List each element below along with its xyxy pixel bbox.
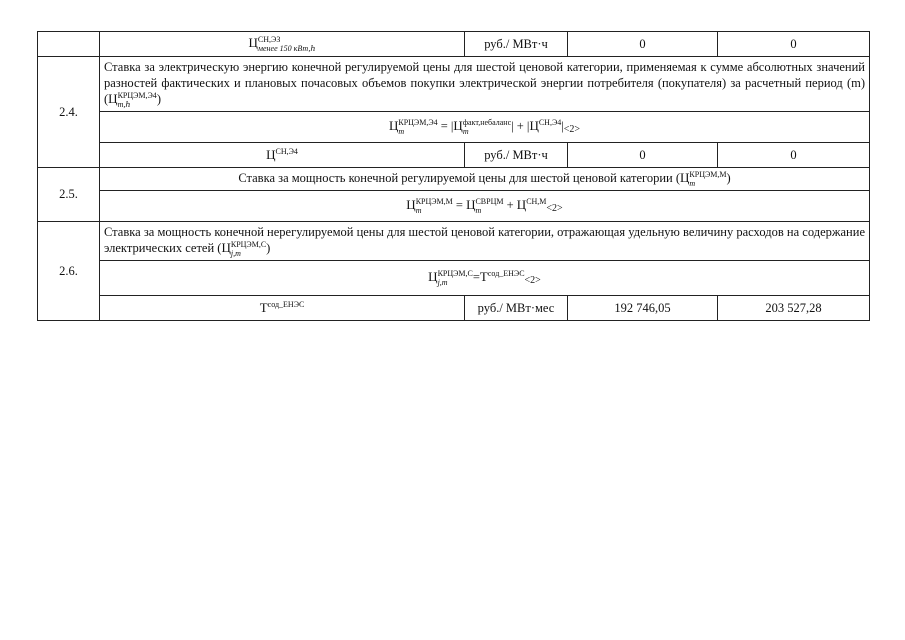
formula-symbol: Ц: [388, 118, 399, 134]
row-description: [100, 222, 870, 261]
row-number: 2.4.: [38, 57, 100, 168]
symbol: Ц: [248, 34, 258, 50]
formula-op: +: [503, 198, 517, 213]
value-cell: 192 746,05: [568, 296, 718, 321]
tariff-table: [37, 31, 870, 321]
table-row: [38, 57, 870, 112]
desc-close: ): [726, 171, 731, 186]
formula-sub: m: [462, 127, 469, 137]
value-cell: 0: [568, 143, 718, 168]
desc-symbol: Ц: [680, 170, 690, 186]
desc-close: ): [266, 241, 271, 256]
footnote-ref: <2>: [563, 124, 581, 136]
table-row: [38, 168, 870, 191]
symbol-sup: СН,Э4: [275, 146, 298, 156]
formula-sup: КРЦЭМ,Э4: [398, 118, 438, 128]
formula-op: = |: [437, 119, 454, 134]
desc-sup: КРЦЭМ,Э4: [117, 91, 157, 101]
symbol-sub: менее 150 кВт,ℎ: [257, 44, 316, 54]
description-text: Ставка за мощность конечной нерегулируемой цены для шестой ценовой категории, отражающая удельную величину расходов на содержание электрических сетей (: [104, 225, 865, 256]
footnote-ref: <2>: [546, 203, 563, 215]
table-row: [38, 32, 870, 57]
formula-sup: СН,Э4: [538, 117, 562, 127]
formula-sub: j,m: [437, 278, 448, 288]
formula-symbol: Ц: [529, 118, 539, 134]
formula-op: =: [472, 270, 480, 285]
formula-sup: СН,М: [526, 197, 547, 207]
row-number: 2.6.: [38, 222, 100, 321]
formula-sup: СВРЦМ: [475, 197, 504, 207]
description-text: Ставка за мощность конечной регулируемой цены для шестой ценовой категории (: [238, 171, 681, 186]
desc-sub: m,ℎ: [117, 100, 131, 110]
formula-sub: m: [415, 206, 422, 216]
table-row: [38, 296, 870, 321]
symbol-cell: [100, 296, 465, 321]
value-cell: 203 527,28: [718, 296, 870, 321]
formula-sup: сод_ЕНЭС: [487, 269, 525, 279]
table-row: [38, 261, 870, 296]
formula-symbol: Ц: [428, 269, 438, 285]
formula-cell: [100, 261, 870, 296]
symbol-sup: СН,ЭЗ: [257, 35, 281, 45]
formula-symbol: Ц: [453, 118, 463, 134]
table-row: [38, 191, 870, 222]
unit-cell: руб./ МВт·мес: [465, 296, 568, 321]
formula-sup: факт,небаланс: [462, 118, 512, 128]
formula-cell: [100, 191, 870, 222]
desc-sup: КРЦЭМ,С: [230, 240, 267, 250]
table-row: [38, 112, 870, 143]
symbol: Т: [259, 300, 268, 316]
symbol-cell: [100, 32, 465, 57]
symbol-cell: [100, 143, 465, 168]
desc-symbol: Ц: [221, 240, 231, 256]
formula-symbol: Т: [479, 269, 488, 285]
value-cell: 0: [568, 32, 718, 57]
unit-cell: руб./ МВт·ч: [465, 143, 568, 168]
row-number: 2.5.: [38, 168, 100, 222]
table-row: [38, 143, 870, 168]
desc-close: ): [156, 92, 161, 106]
formula-symbol: Ц: [406, 197, 416, 213]
desc-sub: m: [689, 179, 696, 189]
value-cell: 0: [718, 143, 870, 168]
formula-op: =: [452, 198, 467, 213]
desc-symbol: Ц: [108, 91, 118, 106]
formula-sup: КРЦЭМ,С: [437, 269, 473, 279]
formula-symbol: Ц: [466, 197, 476, 213]
formula-sup: КРЦЭМ,М: [415, 197, 453, 207]
desc-sub: j,m: [230, 249, 241, 259]
formula-cell: [100, 112, 870, 143]
desc-sup: КРЦЭМ,М: [689, 170, 727, 180]
formula-op: |: [561, 119, 564, 134]
symbol-sup: сод_ЕНЭС: [267, 300, 305, 310]
row-description: [100, 57, 870, 112]
footnote-ref: <2>: [524, 275, 541, 287]
formula-symbol: Ц: [516, 197, 527, 213]
number-cell: [38, 32, 100, 57]
formula-sub: m: [398, 127, 405, 137]
row-description: [100, 168, 870, 191]
description-text: Ставка за электрическую энергию конечной регулируемой цены для шестой ценовой категории, применяемая к сумме абсолютных значений разностей фактических и плановых почасовых объемов покупки электрической энергии потребителя (покупателя) за расчетный период (m) (: [104, 60, 865, 106]
unit-cell: руб./ МВт·ч: [465, 32, 568, 57]
symbol: Ц: [266, 147, 276, 163]
formula-sub: m: [475, 206, 482, 216]
table-row: [38, 222, 870, 261]
value-cell: 0: [718, 32, 870, 57]
formula-op: | + |: [511, 119, 530, 134]
